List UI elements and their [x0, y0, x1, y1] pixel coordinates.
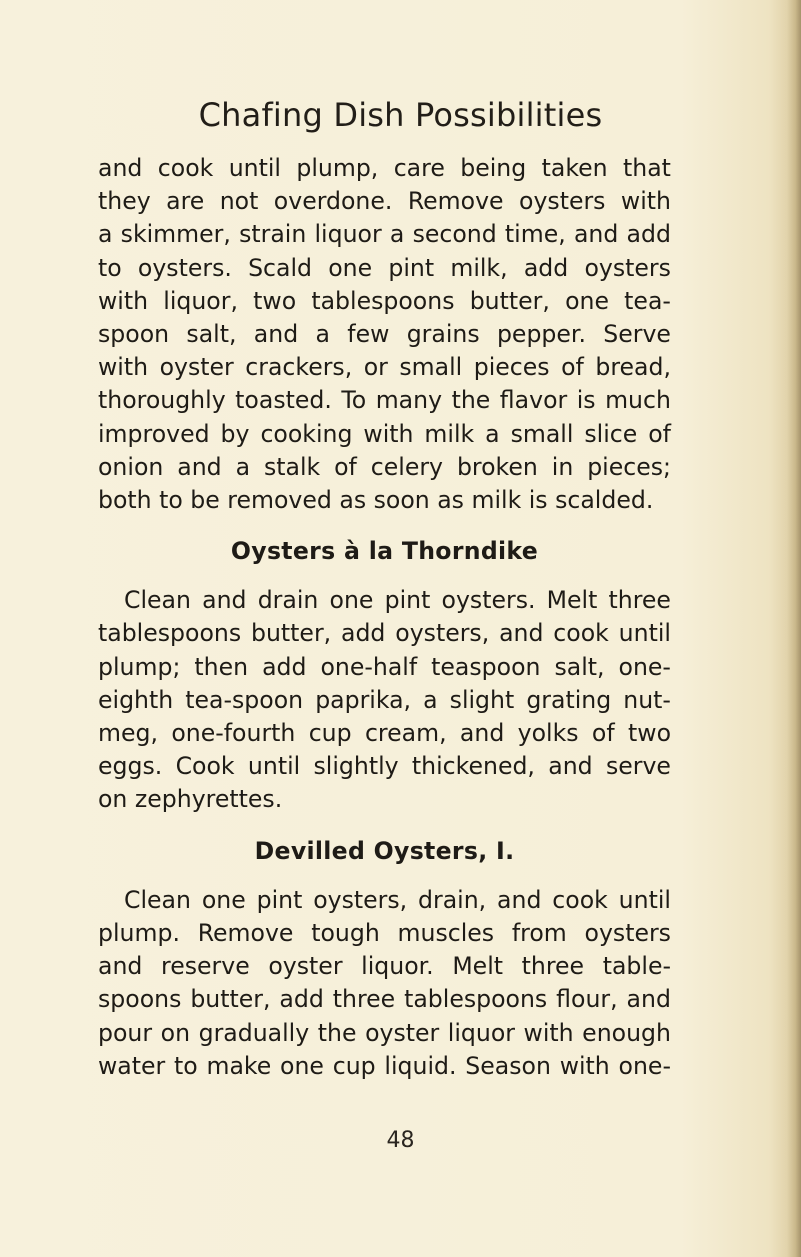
- word: reserve: [161, 952, 250, 981]
- text-line: [98, 185, 671, 218]
- word: and: [499, 619, 544, 648]
- word: and: [253, 319, 299, 348]
- word: from: [511, 918, 567, 947]
- text-line: [98, 684, 671, 717]
- word: paprika,: [315, 685, 412, 714]
- word: that: [623, 154, 671, 182]
- word: Season: [465, 1051, 551, 1080]
- word: of: [648, 419, 671, 448]
- recipe-heading-devilled: Devilled Oysters, I.: [254, 836, 515, 865]
- word: of: [334, 452, 357, 481]
- word: until: [618, 619, 671, 648]
- word: stalk: [263, 452, 321, 481]
- page-edge-shadow: [787, 0, 801, 1257]
- word: pint: [256, 885, 303, 914]
- word: salt,: [554, 652, 605, 681]
- word: one-half: [320, 652, 418, 681]
- word: with: [98, 353, 149, 382]
- word: plump.: [98, 918, 180, 947]
- word: small: [510, 419, 574, 448]
- word: and: [573, 220, 619, 249]
- word: cook: [553, 619, 609, 648]
- word: thickened,: [411, 752, 535, 781]
- word: muscles: [397, 918, 495, 947]
- word: and: [459, 719, 505, 747]
- word: care: [393, 154, 445, 182]
- word: three: [332, 985, 396, 1014]
- word: yolks: [517, 719, 579, 747]
- text-line: [98, 950, 671, 983]
- word: cream,: [364, 719, 447, 747]
- text-line: [98, 285, 671, 318]
- word: table-: [602, 952, 671, 981]
- word: not: [219, 187, 259, 216]
- word: grains: [406, 319, 480, 348]
- word: Serve: [603, 319, 671, 348]
- word: skimmer,: [120, 220, 231, 249]
- word: add: [626, 220, 671, 249]
- word: oyster: [268, 952, 343, 981]
- text-line: [98, 1017, 671, 1050]
- word: tea-: [624, 286, 671, 315]
- word: make: [206, 1051, 272, 1080]
- word: oyster: [159, 353, 234, 382]
- word: two: [628, 719, 671, 747]
- word: and: [202, 586, 247, 615]
- word: toasted.: [235, 386, 332, 415]
- word: grating: [526, 685, 612, 714]
- word: tablespoons: [98, 619, 242, 648]
- text-line: on zephyrettes.: [98, 785, 283, 814]
- text-line: [98, 252, 671, 285]
- word: and: [497, 885, 542, 914]
- word: cup: [308, 719, 352, 747]
- word: gradually: [198, 1018, 310, 1047]
- word: in: [551, 452, 574, 481]
- word: Remove: [407, 187, 504, 216]
- word: plump,: [296, 154, 379, 182]
- word: of: [591, 719, 615, 747]
- text-line: [98, 917, 671, 950]
- word: strain: [239, 220, 307, 249]
- word: onion: [98, 452, 164, 481]
- word: add: [279, 985, 324, 1014]
- word: three: [608, 586, 671, 615]
- text-line: both to be removed as soon as milk is scalded.: [98, 485, 654, 514]
- word: tablespoons: [404, 985, 548, 1014]
- word: Clean: [124, 586, 191, 615]
- word: one-: [618, 1051, 671, 1080]
- word: add: [523, 253, 569, 282]
- word: a: [235, 452, 251, 481]
- word: the: [451, 386, 491, 415]
- word: they: [98, 187, 151, 216]
- word: much: [605, 386, 671, 415]
- recipe-heading-thorndike: Oysters à la Thorndike: [230, 537, 539, 566]
- word: slice: [584, 419, 638, 448]
- word: pint: [384, 586, 431, 615]
- word: liquor.: [361, 952, 434, 981]
- word: on: [160, 1018, 191, 1047]
- word: and: [98, 952, 143, 981]
- word: pieces;: [587, 452, 671, 481]
- text-line: [98, 617, 671, 650]
- word: celery: [370, 452, 444, 481]
- word: eggs.: [98, 752, 163, 781]
- word: pour: [98, 1018, 153, 1047]
- word: pepper.: [496, 319, 586, 348]
- word: pieces: [473, 353, 550, 382]
- word: cooking: [260, 419, 353, 448]
- paragraph-thorndike: [98, 584, 671, 816]
- body-text: [98, 152, 671, 1083]
- word: a: [423, 685, 438, 714]
- word: to: [98, 253, 122, 282]
- word: flavor: [499, 386, 568, 415]
- text-line: [98, 384, 671, 417]
- word: butter,: [251, 619, 332, 648]
- word: time,: [504, 220, 566, 249]
- word: oyster: [365, 1018, 440, 1047]
- word: butter,: [190, 985, 271, 1014]
- word: bread,: [595, 353, 671, 382]
- word: thoroughly: [98, 386, 226, 415]
- word: one: [565, 286, 609, 315]
- word: tough: [311, 918, 380, 947]
- word: pint: [388, 253, 435, 282]
- word: nut-: [623, 685, 671, 714]
- word: oysters: [584, 918, 671, 947]
- word: cup: [332, 1051, 376, 1080]
- word: salt,: [186, 319, 237, 348]
- word: the: [317, 1018, 357, 1047]
- word: cook: [157, 154, 214, 182]
- word: to: [174, 1051, 198, 1080]
- word: a: [389, 220, 405, 249]
- word: water: [98, 1051, 166, 1080]
- word: three: [521, 952, 585, 981]
- paragraph-devilled: [98, 884, 671, 1083]
- word: of: [561, 353, 584, 382]
- text-line: [98, 218, 671, 251]
- word: few: [347, 319, 390, 348]
- word: oysters.: [137, 253, 232, 282]
- word: milk: [424, 419, 475, 448]
- word: oysters,: [313, 885, 408, 914]
- word: Melt: [452, 952, 504, 981]
- text-line: [98, 651, 671, 684]
- word: flour,: [556, 985, 618, 1014]
- word: by: [220, 419, 250, 448]
- word: second: [412, 220, 497, 249]
- word: spoon: [98, 319, 170, 348]
- word: enough: [582, 1018, 671, 1047]
- word: a: [485, 419, 500, 448]
- word: Clean: [124, 885, 191, 914]
- word: are: [166, 187, 205, 216]
- word: spoons: [98, 985, 182, 1014]
- word: slightly: [313, 752, 399, 781]
- word: one-fourth: [171, 719, 296, 747]
- word: with: [363, 419, 414, 448]
- text-line: [98, 983, 671, 1016]
- word: crackers,: [245, 353, 353, 382]
- word: Cook: [175, 752, 235, 781]
- word: butter,: [469, 286, 550, 315]
- word: teaspoon: [431, 652, 541, 681]
- text-line: [98, 584, 671, 617]
- page-number: 48: [386, 1128, 415, 1153]
- paragraph-continued: [98, 152, 671, 517]
- word: meg,: [98, 719, 158, 747]
- word: liquid.: [384, 1051, 457, 1080]
- word: with: [523, 1018, 574, 1047]
- word: Remove: [197, 918, 294, 947]
- word: taken: [541, 154, 608, 182]
- word: one: [201, 885, 246, 914]
- word: a: [315, 319, 330, 348]
- text-line: [98, 717, 671, 750]
- word: tea-spoon: [185, 685, 304, 714]
- word: until: [247, 752, 301, 781]
- word: add: [262, 652, 307, 681]
- text-line: [98, 152, 671, 185]
- word: liquor: [314, 220, 382, 249]
- word: one: [329, 586, 374, 615]
- word: Scald: [248, 253, 313, 282]
- word: drain,: [418, 885, 487, 914]
- word: liquor,: [163, 286, 238, 315]
- word: liquor: [447, 1018, 515, 1047]
- word: two: [253, 286, 297, 315]
- word: tablespoons: [311, 286, 455, 315]
- word: one-: [618, 652, 671, 681]
- running-head: Chafing Dish Possibilities: [198, 96, 603, 134]
- word: with: [620, 187, 671, 216]
- word: oysters: [584, 253, 671, 282]
- word: and: [548, 752, 593, 781]
- word: and: [177, 452, 222, 481]
- text-line: [98, 418, 671, 451]
- word: or: [363, 353, 388, 382]
- word: Melt: [546, 586, 598, 615]
- word: broken: [456, 452, 538, 481]
- word: then: [194, 652, 249, 681]
- word: many: [375, 386, 443, 415]
- word: being: [460, 154, 527, 182]
- word: plump;: [98, 652, 181, 681]
- word: a: [98, 220, 113, 249]
- word: oysters.: [441, 586, 536, 615]
- word: and: [98, 154, 143, 182]
- text-line: [98, 1050, 671, 1083]
- word: improved: [98, 419, 210, 448]
- word: oysters,: [395, 619, 490, 648]
- word: until: [228, 154, 281, 182]
- text-line: [98, 884, 671, 917]
- word: slight: [449, 685, 515, 714]
- word: one: [328, 253, 373, 282]
- word: To: [341, 386, 367, 415]
- word: with: [559, 1051, 610, 1080]
- word: cook: [552, 885, 608, 914]
- text-line: [98, 451, 671, 484]
- word: small: [399, 353, 463, 382]
- word: drain: [257, 586, 319, 615]
- word: until: [618, 885, 671, 914]
- word: with: [98, 286, 149, 315]
- word: overdone.: [273, 187, 393, 216]
- text-line: [98, 351, 671, 384]
- text-line: [98, 750, 671, 783]
- word: add: [341, 619, 386, 648]
- word: one: [280, 1051, 324, 1080]
- word: milk,: [450, 253, 508, 282]
- word: eighth: [98, 685, 174, 714]
- word: oysters: [519, 187, 606, 216]
- word: serve: [605, 752, 671, 781]
- word: is: [576, 386, 596, 415]
- text-line: [98, 318, 671, 351]
- word: and: [626, 985, 671, 1014]
